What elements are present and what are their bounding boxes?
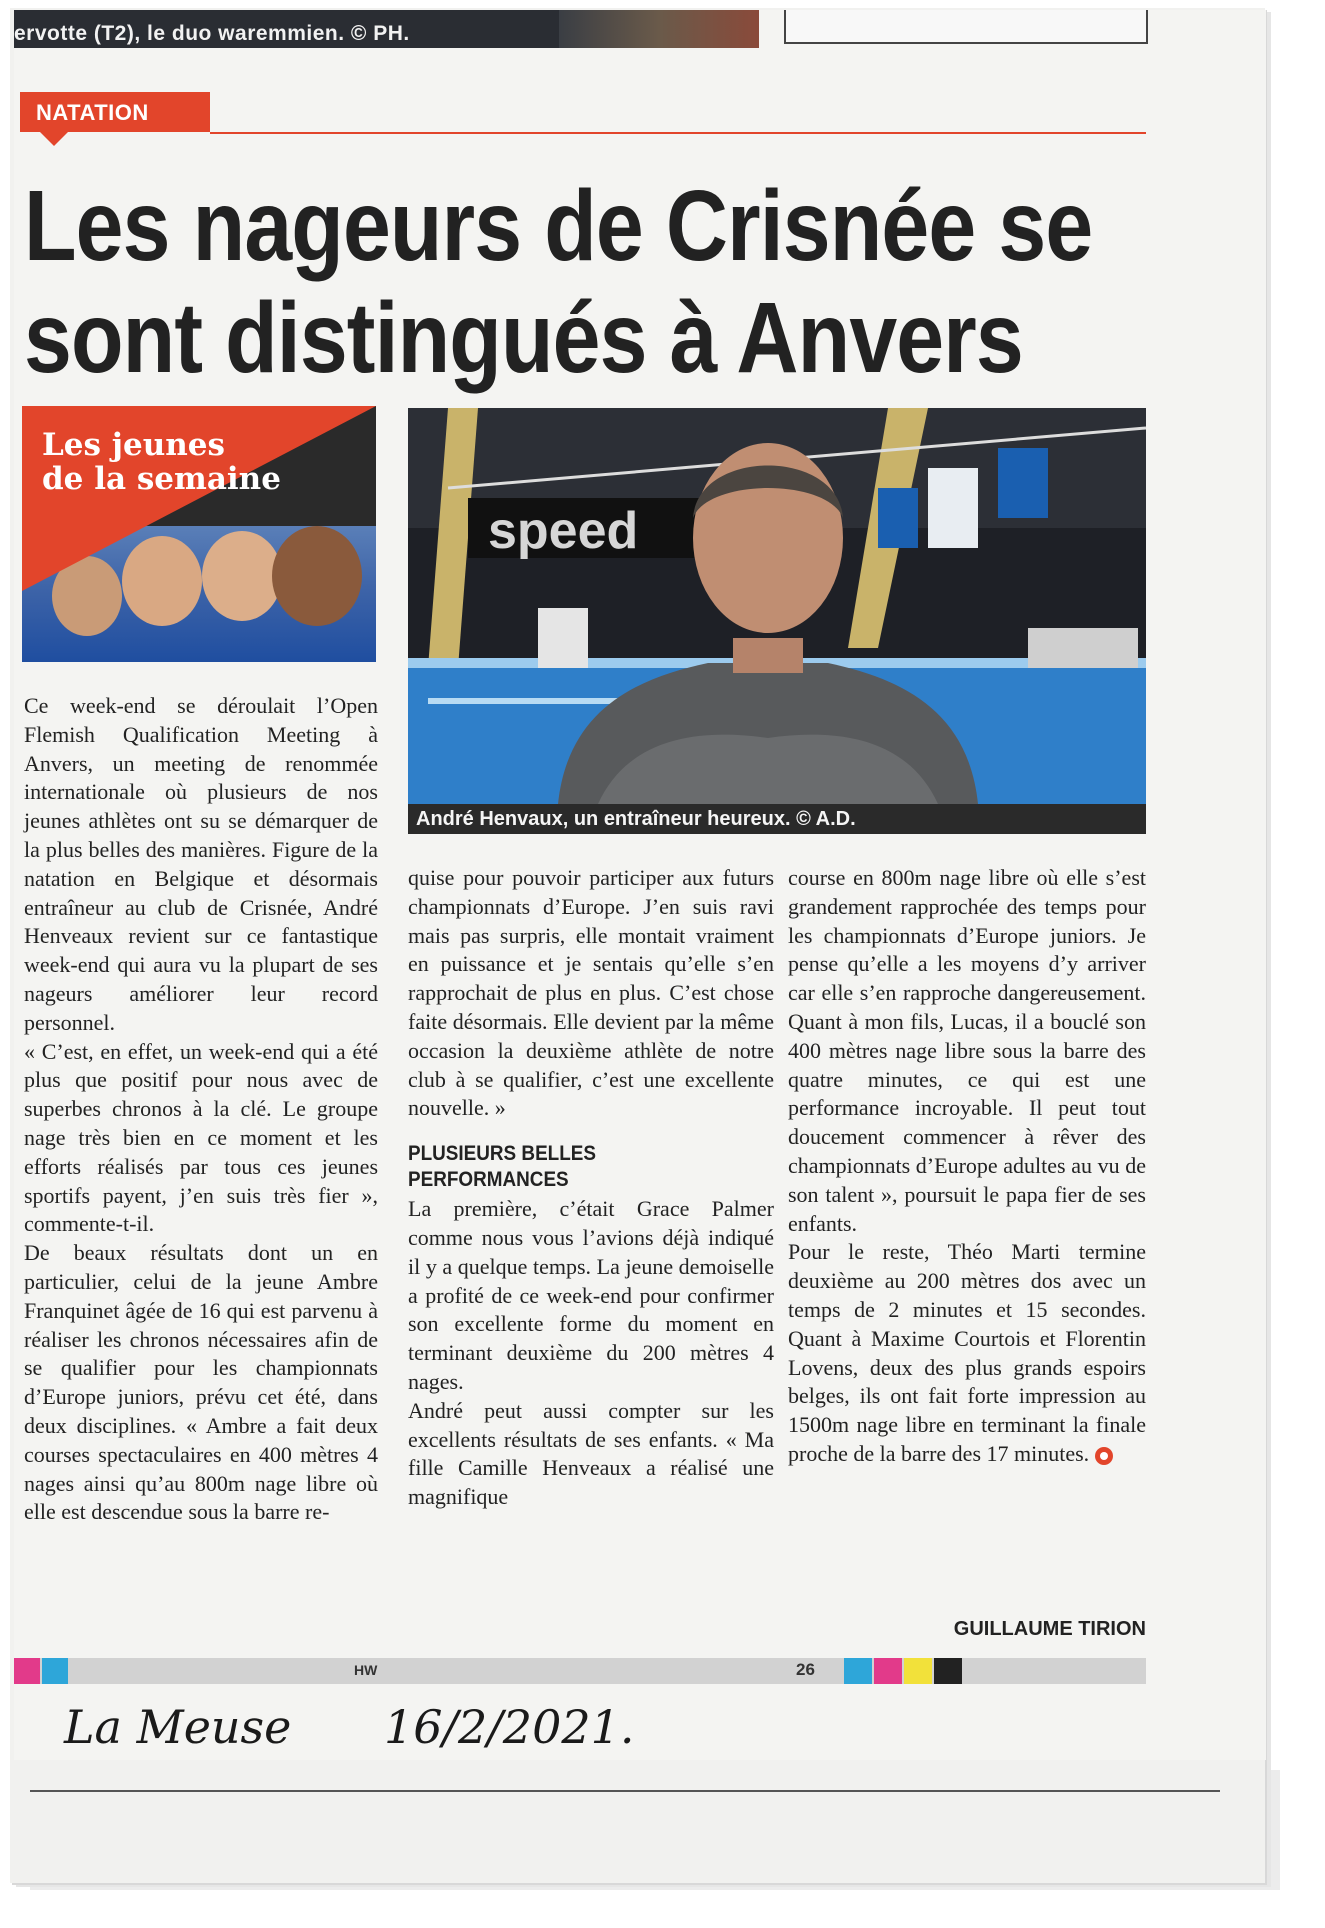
subheading-line-1: PLUSIEURS BELLES xyxy=(408,1142,596,1166)
author-byline: GUILLAUME TIRION xyxy=(953,1618,1146,1640)
headline-line-1: Les nageurs de Crisnée se xyxy=(24,170,1093,282)
article-column-2 xyxy=(408,864,774,1512)
paragraph: course en 800m nage libre où elle s’est grandement rapprochée des temps pour les championnats d’Europe juniors. Je pense qu’elle a les moyens d’y arriver car elle s’en rapproche dangereusement. Quant à mon fils, Lucas, il a bouclé son 400 mètres nage libre sous la barre des quatre minutes, ce qui est une performance incroyable. Il peut tout doucement commencer à rêver des championnats d’Europe adultes au vu de son talent », poursuit le papa fier de ses enfants. xyxy=(788,865,1146,1236)
previous-article-box xyxy=(784,10,1148,44)
page-footer-bar xyxy=(14,1658,1146,1684)
promo-title-line-2: de la semaine xyxy=(42,461,281,497)
section-rule xyxy=(210,132,1146,134)
paragraph: La première, c’était Grace Palmer comme nous vous l’avions déjà indiqué il y a quelque temps. La jeune demoiselle a profité de ce week-end pour confirmer son excellente forme du moment en terminant deuxième du 200 mètres 4 nages. xyxy=(408,1196,774,1394)
article-column-1 xyxy=(24,692,378,1527)
bottom-rule xyxy=(30,1790,1220,1792)
section-label: NATATION xyxy=(36,100,149,125)
handwritten-date: 16/2/2021. xyxy=(384,1700,635,1754)
handwritten-source: La Meuse xyxy=(64,1700,292,1754)
previous-article-photo xyxy=(559,10,759,48)
page-number: 26 xyxy=(796,1660,815,1679)
article-column-3 xyxy=(788,864,1146,1469)
footer-edition-code: HW xyxy=(354,1662,378,1678)
end-of-article-icon xyxy=(1095,1447,1113,1465)
subheading-line-2: PERFORMANCES xyxy=(408,1168,569,1192)
paragraph-text: Pour le reste, Théo Marti termine deuxième au 200 mètres dos avec un temps de 2 minutes et 15 secondes. Quant à Maxime Courtois et Florentin Lovens, deux des plus grands espoirs belges, ils ont fait forte impression au 1500m nage libre en terminant la finale proche de la barre des 17 minutes. xyxy=(788,1239,1146,1466)
promo-title-line-1: Les jeunes xyxy=(42,427,225,463)
paragraph-last xyxy=(788,1238,1146,1468)
paragraph: « C’est, en effet, un week-end qui a été plus que positif pour nous avec de superbes chronos à la clé. Le groupe nage très bien en ce moment et les efforts réalisés par tous ces jeunes sportifs payent, j’en suis très fier », commente-t-il. xyxy=(24,1038,378,1237)
coach-photo xyxy=(408,408,1146,804)
print-mark-black xyxy=(934,1658,962,1684)
coach-photo-illustration xyxy=(408,408,1146,804)
print-mark-cyan xyxy=(42,1658,68,1684)
section-rubric-tail xyxy=(40,132,68,146)
print-mark-yellow xyxy=(904,1658,932,1684)
promo-box-young-of-the-week xyxy=(22,406,376,662)
promo-title xyxy=(42,428,342,496)
print-mark-magenta xyxy=(874,1658,902,1684)
previous-article-caption: ervotte (T2), le duo waremmien. © PH. xyxy=(14,22,410,45)
subheading xyxy=(408,1141,737,1193)
paragraph: Ce week-end se déroulait l’Open Flemish Qualification Meeting à Anvers, un meeting de renommée internationale où plusieurs de nos jeunes athlètes ont su se démarquer de la plus belles des manières. Figure de la natation en Belgique et désormais entraîneur au club de Crisnée, André Henveaux revient sur ce fantastique week-end qui aura vu la plupart de ses nageurs améliorer leur record personnel. xyxy=(24,693,378,1035)
paragraph: De beaux résultats dont un en particulier, celui de la jeune Ambre Franquinet âgée de 16 qui est parvenu à réaliser les chronos nécessaires afin de se qualifier pour les championnats d’Europe juniors, prévu cet été, dans deux disciplines. « Ambre a fait deux courses spectaculaires en 400 mètres 4 nages ainsi qu’au 800m nage libre où elle est descendue sous la barre re- xyxy=(24,1240,378,1525)
print-mark-magenta xyxy=(14,1658,40,1684)
paragraph: quise pour pouvoir participer aux futurs championnats d’Europe. J’en suis ravi mais pas surpris, elle montait vraiment en puissance et je sentais qu’elle s’en rapprochait de plus en plus. C’est chose faite désormais. Elle devient par la même occasion la deuxième athlète de notre club à se qualifier, c’est une excellente nouvelle. » xyxy=(408,865,774,1121)
previous-article-photo-strip xyxy=(14,10,759,48)
print-mark-cyan xyxy=(844,1658,872,1684)
headline-line-2: sont distingués à Anvers xyxy=(24,282,1023,394)
newspaper-clipping xyxy=(14,10,1266,1760)
svg-text:speed: speed xyxy=(488,502,639,560)
paragraph: André peut aussi compter sur les excellents résultats de ses enfants. « Ma fille Camille Henveaux a réalisé une magnifique xyxy=(408,1397,774,1510)
photo-caption: André Henvaux, un entraîneur heureux. © A.D. xyxy=(416,808,856,830)
headline xyxy=(24,170,1093,394)
